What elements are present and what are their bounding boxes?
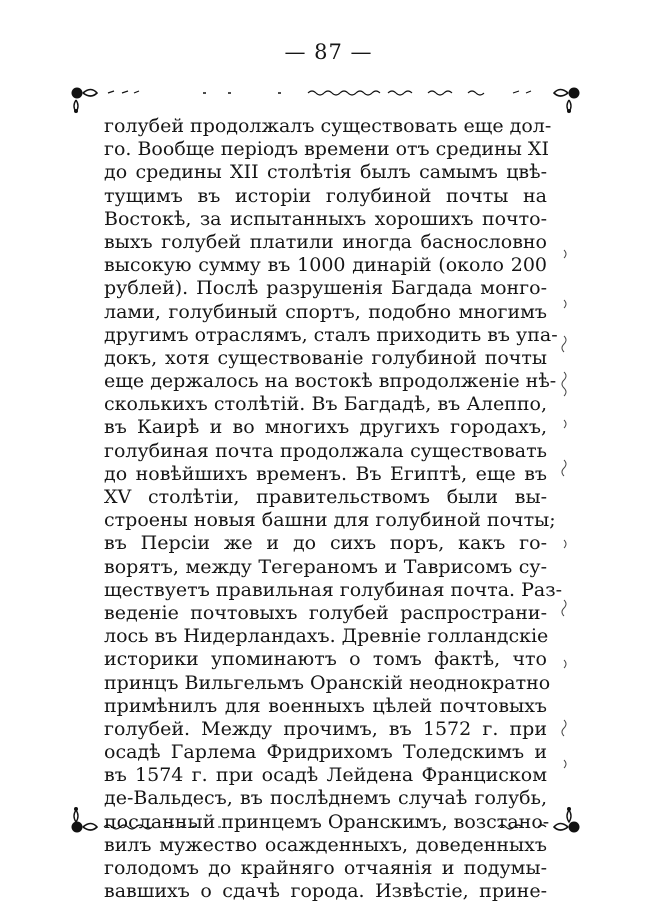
text-line: другимъ отраслямъ, сталъ приходить въ упа- (104, 323, 558, 346)
text-line: ворятъ, между Тегераномъ и Таврисомъ су- (104, 555, 547, 578)
left-top-ornament-dot (72, 88, 83, 99)
right-bottom-ornament-dot (569, 822, 580, 833)
text-line: посланный принцемъ Оранскимъ, возстано- (104, 810, 550, 833)
text-line: примѣнилъ для военныхъ цѣлей почтовыхъ (104, 694, 547, 717)
text-line: Востокѣ, за испытанныхъ хорошихъ почто- (104, 207, 547, 230)
text-line: голодомъ до крайняго отчаянія и подумы- (104, 857, 547, 879)
top-wavy-rule (308, 91, 531, 95)
text-line: до новѣйшихъ временъ. Въ Египтѣ, еще въ (104, 462, 547, 485)
top-ornament-rule (68, 80, 583, 114)
text-line: въ Персіи же и до сихъ поръ, какъ го- (104, 532, 547, 555)
text-line: вавшихъ о сдачѣ города. Извѣстіе, прине- (104, 880, 547, 903)
bottom-ornament-rule (68, 806, 583, 840)
top-dash-rule (108, 91, 139, 93)
text-line: вилъ мужество осажденныхъ, доведенныхъ (104, 833, 547, 856)
text-line: еще держалось на востокѣ впродолженіе нѣ- (104, 370, 557, 393)
text-line: тущимъ въ исторіи голубиной почты на (104, 184, 547, 207)
text-line: до средины XII столѣтія былъ самымъ цвѣ- (104, 161, 547, 184)
text-line: веденіе почтовыхъ голубей распространи- (104, 601, 547, 624)
text-line: выхъ голубей платили иногда баснословно (104, 230, 547, 253)
right-top-ornament-dot (569, 88, 580, 99)
right-margin-ornament (558, 240, 572, 780)
text-line: въ 1574 г. при осадѣ Лейдена Франциском (104, 764, 547, 787)
text-line: осадѣ Гарлема Фридрихомъ Толедскимъ и (104, 741, 547, 764)
text-line: высокую сумму въ 1000 динарій (около 200 (104, 254, 547, 277)
left-bottom-ornament-curl (83, 824, 97, 831)
text-line: лось въ Нидерландахъ. Древніе голландскіе (104, 625, 549, 648)
text-line: строены новыя башни для голубиной почты; (104, 509, 556, 532)
text-line: историки упоминаютъ о томъ фактѣ, что (104, 648, 547, 671)
text-line: въ Каирѣ и во многихъ другихъ городахъ, (104, 416, 547, 439)
text-line: докъ, хотя существованіе голубиной почты (104, 346, 547, 369)
text-line: рублей). Послѣ разрушенія Багдада монго- (104, 277, 547, 300)
text-line: го. Вообще періодъ времени отъ средины XI (104, 138, 549, 161)
text-line: голубиная почта продолжала существовать (104, 439, 547, 462)
text-line: XV столѣтіи, правительствомъ были вы- (104, 486, 547, 508)
left-bottom-ornament-dot (72, 822, 83, 833)
text-line: де-Вальдесъ, въ послѣднемъ случаѣ голубь, (104, 787, 547, 810)
right-bottom-ornament-curl (554, 824, 568, 831)
text-line: принцъ Вильгельмъ Оранскій неоднократно (104, 671, 551, 694)
text-line: голубей. Между прочимъ, въ 1572 г. при (104, 717, 547, 740)
bottom-wavy-rule (104, 825, 546, 829)
text-line: голубей продолжалъ существовать еще дол- (104, 115, 552, 137)
body-text (104, 115, 563, 903)
left-top-ornament-curl (83, 90, 97, 97)
text-line: ществуетъ правильная голубиная почта. Раз- (104, 578, 563, 601)
page-number: — 87 — (284, 40, 373, 64)
text-line: лами, голубиный спортъ, подобно многимъ (104, 300, 547, 323)
text-line: сколькихъ столѣтій. Въ Багдадѣ, въ Алеппо, (104, 393, 547, 416)
right-top-ornament-curl (554, 90, 568, 97)
